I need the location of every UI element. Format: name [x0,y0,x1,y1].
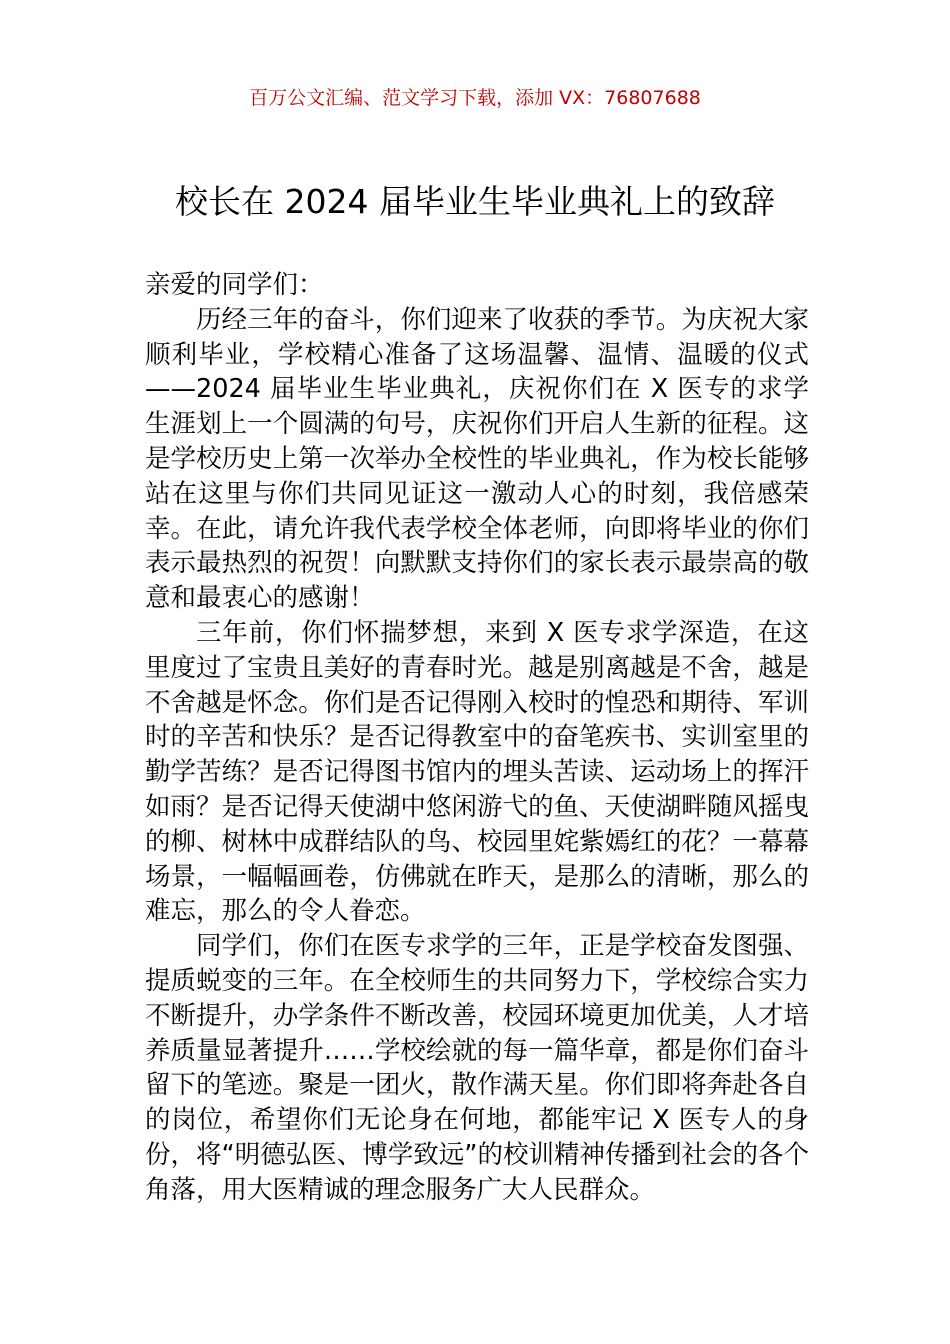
paragraph-2: 三年前，你们怀揣梦想，来到 X 医专求学深造，在这里度过了宝贵且美好的青春时光。越是别离越是不舍，越是不舍越是怀念。你们是否记得刚入校时的惶恐和期待、军训时的辛苦和快乐？是否记得教室中的奋笔疾书、实训室里的勤学苦练？是否记得图书馆内的埋头苦读、运动场上的挥汗如雨？是否记得天使湖中悠闲游弋的鱼、天使湖畔随风摇曳的柳、树林中成群结队的鸟、校园里姹紫嫣红的花？一幕幕场景，一幅幅画卷，仿佛就在昨天，是那么的清晰，那么的难忘，那么的令人眷恋。 [145,617,809,927]
document-body [145,268,809,1208]
page-title: 校长在 2024 届毕业生毕业典礼上的致辞 [175,182,775,221]
paragraph-1: 历经三年的奋斗，你们迎来了收获的季节。为庆祝大家顺利毕业，学校精心准备了这场温馨、温情、温暖的仪式——2024 届毕业生毕业典礼，庆祝你们在 X 医专的求学生涯划上一个圆满的句号，庆祝你们开启人生新的征程。这是学校历史上第一次举办全校性的毕业典礼，作为校长能够站在这里与你们共同见证这一激动人心的时刻，我倍感荣幸。在此，请允许我代表学校全体老师，向即将毕业的你们表示最热烈的祝贺！向默默支持你们的家长表示最崇高的敬意和最衷心的感谢！ [145,304,809,614]
paragraph-3: 同学们，你们在医专求学的三年，正是学校奋发图强、提质蜕变的三年。在全校师生的共同努力下，学校综合实力不断提升，办学条件不断改善，校园环境更加优美，人才培养质量显著提升……学校绘就的每一篇华章，都是你们奋斗留下的笔迹。聚是一团火，散作满天星。你们即将奔赴各自的岗位，希望你们无论身在何地，都能牢记 X 医专人的身份，将“明德弘医、博学致远”的校训精神传播到社会的各个角落，用大医精诚的理念服务广大人民群众。 [145,931,809,1205]
salutation: 亲爱的同学们： [145,270,324,300]
header-note: 百万公文汇编、范文学习下载，添加 VX：76807688 [249,87,701,109]
